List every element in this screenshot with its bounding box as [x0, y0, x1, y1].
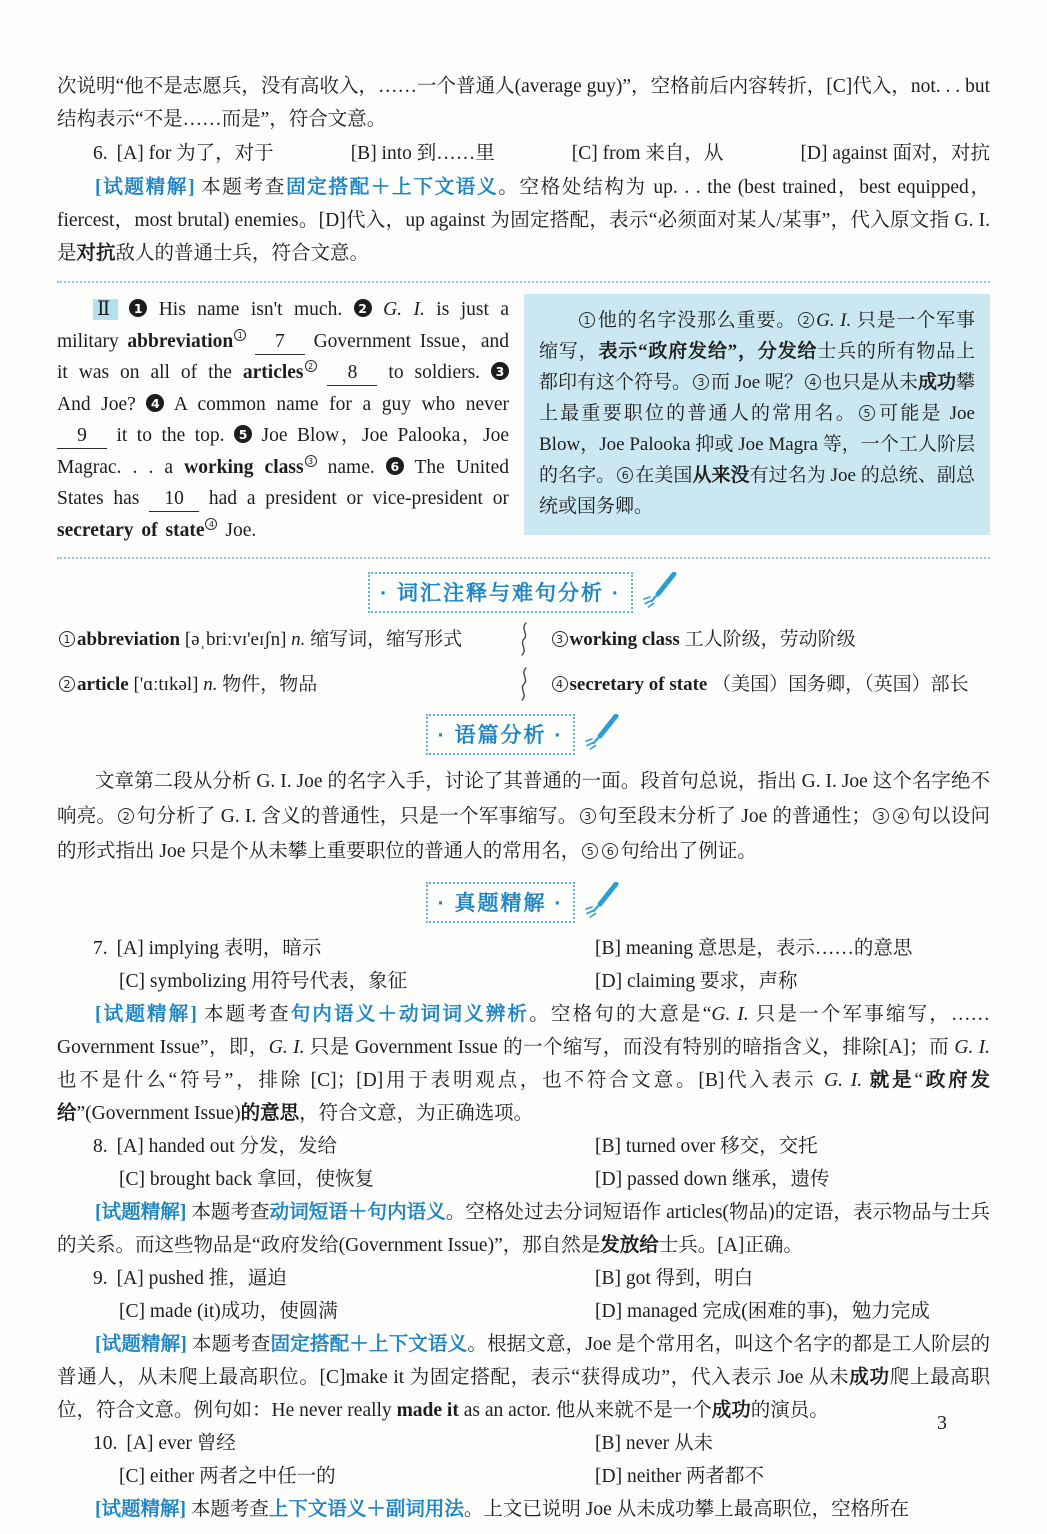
- pen-icon: [583, 714, 621, 755]
- option-c: [C] symbolizing 用符号代表，象征: [119, 971, 408, 992]
- vocab-section-badge: · 词汇注释与难句分析 ·: [368, 572, 633, 613]
- question-10-options-row-2: [57, 1460, 990, 1493]
- question-8-options-row-2: [57, 1163, 990, 1196]
- question-7-options-row-2: [57, 965, 990, 998]
- option-b: [B] meaning 意思是，表示……的意思: [595, 938, 913, 959]
- option-a: 9. [A] pushed 推，逼迫: [93, 1268, 287, 1289]
- question-number: 7.: [93, 938, 108, 959]
- option-c: [C] from 来自，从: [571, 143, 724, 164]
- vocab-entry-secretary-of-state: 4 secretary of state （美国）国务卿，（英国）部长: [550, 670, 991, 699]
- option-d: [D] neither 两者都不: [595, 1466, 764, 1487]
- answer-key-section-badge: · 真题精解 ·: [426, 882, 576, 923]
- question-7-explanation: [试题精解] 本题考查句内语义＋动词词义辨析。空格句的大意是“G. I. 只是一个军事缩写，……Government Issue”，即，G. I. 只是 Government Issue 的一个缩写，而没有特别的暗指含义，排除[A]；而 G. I. 也不是什么“符号”，排除 [C]；[D]用于表明观点，也不符合文意。[B]代入表示 G. I. 就是“政府发给”(Government Issue)的意思，符合文意，为正确选项。: [57, 1004, 991, 1124]
- question-9-block: [57, 1262, 990, 1427]
- option-b: [B] into 到……里: [350, 143, 495, 164]
- discourse-section-badge: · 语篇分析 ·: [426, 714, 576, 755]
- option-d: [D] passed down 继承，遗传: [595, 1169, 830, 1190]
- question-10-block: [57, 1427, 990, 1526]
- question-9-options-row-2: [57, 1295, 990, 1328]
- question-10-options-row-1: [57, 1427, 990, 1460]
- question-6-explanation: [试题精解] 本题考查固定搭配＋上下文语义。空格处结构为 up. . . the (best trained，best equipped，fiercest，most brutal) enemies。[D]代入，up against 为固定搭配，表示“必须面对某人/某事”，代入原文指 G. I. 是对抗敌人的普通士兵，符合文意。: [57, 177, 990, 264]
- answer-key-section-header: [57, 882, 990, 923]
- question-number: 8.: [93, 1136, 108, 1157]
- question-number: 10.: [93, 1433, 118, 1454]
- question-7-options-row-1: [57, 932, 990, 965]
- option-d: [D] claiming 要求，声称: [595, 971, 798, 992]
- option-d: [D] against 面对，对抗: [800, 143, 990, 164]
- option-d: [D] managed 完成(困难的事)，勉力完成: [595, 1301, 930, 1322]
- page-number: 3: [937, 1412, 947, 1434]
- option-c: [C] either 两者之中任一的: [119, 1466, 336, 1487]
- dotted-divider: [57, 281, 990, 283]
- question-6-number-and-option-a: [93, 137, 274, 171]
- pen-icon: [583, 882, 621, 923]
- squiggle-divider-icon: [498, 622, 550, 656]
- discourse-section-header: [57, 714, 990, 755]
- option-a: 10. [A] ever 曾经: [93, 1433, 236, 1454]
- vocab-entries: [57, 622, 990, 701]
- discourse-analysis-paragraph: 文章第二段从分析 G. I. Joe 的名字入手，讨论了其普通的一面。段首句总说，指出 G. I. Joe 这个名字绝不响亮。 2 句分析了 G. I. 含义的普通性，只是一个军事缩写。 3 句至段末分析了 Joe 的普通性； 3 4 句以设问的形式指出 Joe 只是个从未攀上重要职位的普通人的常用名， 5 6 句给出了例证。: [57, 771, 990, 862]
- passage-chinese-translation-box: 1 他的名字没那么重要。 2 G. I. 只是一个军事缩写，表示“政府发给”，分发给士兵的所有物品上都印有这个符号。 3 而 Joe 呢？ 4 也只是从未成功攀上最重要职位的普通人的常用名。 5 可能是 Joe Blow，Joe Palooka 抑或 Joe Magra 等，一个工人阶层的名字。 6 在美国从来没有过名为 Joe 的总统、副总统或国务卿。: [524, 294, 990, 535]
- question-number: 6.: [93, 143, 108, 164]
- passage-english-text: Ⅱ 1 His name isn't much. 2 G. I. is just a military abbreviation 1 7 Government Issue，and it was on all of the articles 2 8 to soldiers. 3 And Joe? 4 A common name for a guy who never 9 it to the top. 5 Joe Blow，Joe Palooka，Joe Magrac. . . a working class 3 name. 6 The United States has 10 had a president or vice-president or secretary of state 4 Joe.: [57, 299, 510, 541]
- question-7-block: [57, 932, 990, 1130]
- option-b: [B] turned over 移交，交托: [595, 1136, 818, 1157]
- question-8-options-row-1: [57, 1130, 990, 1163]
- option-a: [A] for 为了，对于: [116, 143, 274, 164]
- option-c: [C] made (it)成功，使圆满: [119, 1301, 338, 1322]
- question-8-explanation: [试题精解] 本题考查动词短语＋句内语义。空格处过去分词短语作 articles(物品)的定语，表示物品与士兵的关系。而这些物品是“政府发给(Government Issue)”，那自然是发放给士兵。[A]正确。: [57, 1202, 990, 1256]
- q5-explanation-continuation: 次说明“他不是志愿兵，没有高收入，……一个普通人(average guy)”，空格前后内容转折，[C]代入，not. . . but 结构表示“不是……而是”，符合文意。: [57, 76, 990, 130]
- vocab-entry-article: 2 article ['ɑːtɪkəl] n. 物件，物品: [57, 670, 498, 699]
- vocab-entry-abbreviation: 1 abbreviation [əˌbriːvɪ'eɪʃn] n. 缩写词，缩写形式: [57, 625, 498, 654]
- squiggle-divider-icon: [498, 667, 550, 701]
- question-9-explanation: [试题精解] 本题考查固定搭配＋上下文语义。根据文意，Joe 是个常用名，叫这个名字的都是工人阶层的普通人，从未爬上最高职位。[C]make it 为固定搭配，表示“获得成功”，代入表示 Joe 从未成功爬上最高职位，符合文意。例句如：He never really made it as an actor. 他从来就不是一个成功的演员。: [57, 1334, 990, 1421]
- question-number: 9.: [93, 1268, 108, 1289]
- option-a: 7. [A] implying 表明，暗示: [93, 938, 322, 959]
- option-b: [B] got 得到，明白: [595, 1268, 754, 1289]
- vocab-entry-working-class: 3 working class 工人阶级，劳动阶级: [550, 625, 991, 654]
- option-a: 8. [A] handed out 分发，发给: [93, 1136, 338, 1157]
- question-9-options-row-1: [57, 1262, 990, 1295]
- question-8-block: [57, 1130, 990, 1262]
- passage-section: [57, 294, 990, 546]
- vocab-section-header: [57, 572, 990, 613]
- option-c: [C] brought back 拿回，使恢复: [119, 1169, 375, 1190]
- question-6-options: [57, 137, 990, 171]
- option-b: [B] never 从未: [595, 1433, 714, 1454]
- dotted-divider: [57, 557, 990, 559]
- question-10-explanation: [试题精解] 本题考查上下文语义＋副词用法。上文已说明 Joe 从未成功攀上最高职位，空格所在: [95, 1499, 910, 1520]
- pen-icon: [641, 572, 679, 613]
